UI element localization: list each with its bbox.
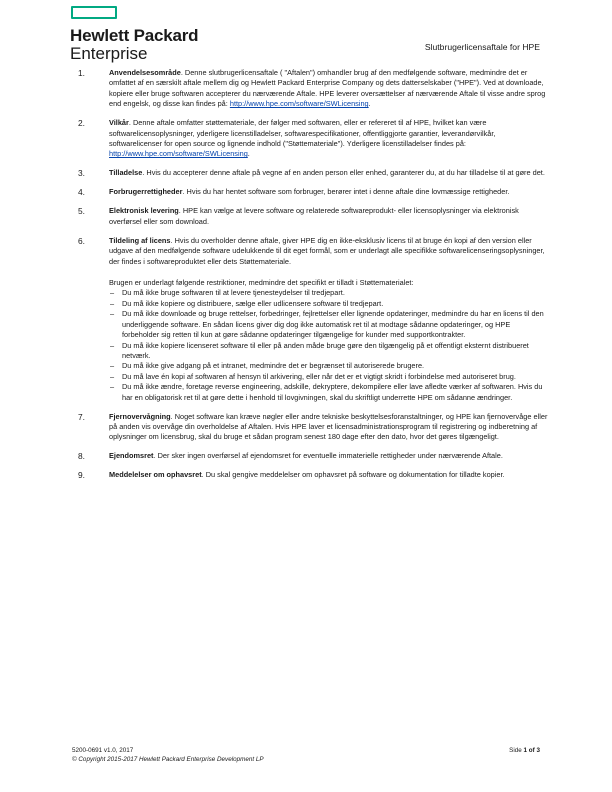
page-current: 1 [523,747,528,754]
clause-text-end: . [247,149,250,159]
clause-text: . Noget software kan kræve nøgler eller andre tekniske beskyttelsesforanstaltninger, og HPE kan fjernovervåge eller på anden vis overvåge din overholdelse af Aftalen. Hvis HPE laver et licensadministrationsprogram til registrering og indberetning af oplysninger om licensbrug, skal du bruge et sådan program senest 180 dage efter den dato, hvor det gøres tilgængeligt. [109,411,548,442]
clause-title: Meddelelser om ophavsret [109,470,202,480]
clause-title: Fjernovervågning [109,411,171,421]
clause-4 [78,187,548,197]
page-of: of [528,747,535,754]
clause-number: 5. [78,206,85,217]
page-label: Side [509,747,522,754]
swlicensing-link[interactable]: http://www.hpe.com/software/SWLicensing [109,149,248,159]
clause-3 [78,168,548,178]
clause-8 [78,451,548,461]
clause-text: . Hvis du overholder denne aftale, giver HPE dig en ikke-eksklusiv licens til at bruge én kopi af den version eller udgave af den medfølgende software udelukkende til dit eget formål, som er underlagt alle specifikke softwarelicenseringsoplysninger, der findes i softwareproduktet eller dets Støttemateriale. [109,235,545,266]
footer-left [72,747,264,764]
copyright-notice: © Copyright 2015-2017 Hewlett Packard Enterprise Development LP [72,755,264,763]
document-id: 5200-0691 v1.0, 2017 [72,747,134,754]
document-title: Slutbrugerlicensaftale for HPE [424,42,540,52]
brand-name-line2: Enterprise [70,44,148,63]
restriction-item: – Du må ikke bruge softwaren til at levere tjenesteydelser til tredjepart. [110,288,345,298]
clause-1 [78,68,548,110]
clause-text: . Denne aftale omfatter støttemateriale, der følger med softwaren, eller er refereret til af HPE, hvilket kan være softwarelicensoplysninger, yderligere licenstilladelser, softwarespecifikationer, offentliggjorte garantier, leverandørvilkår, softwarelicenser for open source og lignende indhold ("Støttemateriale"). Yderligere licenstilladelser findes på: [109,118,496,149]
restriction-item: – Du må lave én kopi af softwaren af hensyn til arkivering, eller når det er et vigtigt skridt i forbindelse med autoriseret brug. [110,371,516,381]
restriction-item: – Du må ikke kopiere licenseret software til eller på anden måde bruge gøre den tilgængelig på et offentligt eksternt distribueret netværk. [110,340,529,360]
clause-title: Forbrugerrettigheder [109,187,183,197]
clause-title: Anvendelsesområde [109,68,181,77]
clause-text: . Du skal gengive meddelelser om ophavsret på software og dokumentation for tilladte kopier. [201,470,505,480]
clause-text: . Denne slutbrugerlicensaftale ( "Aftalen") omhandler brug af den medfølgende software, medmindre det er omfattet af en særskilt aftale mellem dig og Hewlett Packard Enterprise Company og dets datterselskaber ("HPE"). Ved at downloade, kopiere eller bruge softwaren accepterer du nærværende Aftale. HPE leverer oversættelser af nærværende Aftale til visse andre sprog end engelsk, og disse kan findes på: [109,68,546,109]
hpe-logo-mark [71,6,117,19]
page-indicator [509,747,540,756]
swlicensing-link[interactable]: http://www.hpe.com/software/SWLicensing [229,99,369,109]
clause-number: 6. [78,235,85,246]
restriction-item: – Du må ikke kopiere og distribuere, sælge eller udlicensere software til tredjepart. [110,298,384,308]
clause-number: 3. [78,168,85,179]
restriction-item: – Du må ikke downloade og bruge rettelser, forbedringer, fejlrettelser eller lignende opdateringer, medmindre du har en licens til den underliggende software. En sådan licens giver dig dog ikke automatisk ret til at modtage sådanne opdateringer, og HPE forbeholder sig retten til kun at gøre sådanne opdateringer tilgængelige for kunder med supportkontrakter. [110,309,544,340]
clause-7 [78,412,548,443]
clause-title: Elektronisk levering [109,206,179,216]
clause-title: Ejendomsret [109,451,154,461]
license-clauses [78,68,548,489]
page-total: 3 [536,747,540,754]
clause-text: . Hvis du har hentet software som forbruger, berører intet i denne aftale dine lovmæssige rettigheder. [182,187,510,197]
clause-title: Tildeling af licens [109,235,171,245]
clause-number: 4. [78,187,85,198]
clause-6 [78,236,548,403]
clause-title: Vilkår [109,118,129,128]
clause-number: 9. [78,470,85,481]
clause-number: 1. [78,68,85,78]
clause-9 [78,470,548,480]
clause-number: 2. [78,118,85,129]
clause-text: . Der sker ingen overførsel af ejendomsret for eventuelle immaterielle rettigheder under nærværende Aftale. [153,451,503,461]
clause-5 [78,206,548,227]
restrictions-list [109,288,548,402]
clause-2 [78,118,548,160]
restrictions-intro: Brugen er underlagt følgende restriktioner, medmindre det specifikt er tilladt i Støttematerialet: [109,278,414,288]
clause-text: . HPE kan vælge at levere software og relaterede softwareprodukt- eller licensoplysninger via elektronisk overførsel eller som download. [109,206,519,226]
clause-number: 7. [78,411,85,422]
clause-text-end: . [368,99,371,109]
brand-name-line1: Hewlett Packard [70,26,199,45]
clause-number: 8. [78,451,85,462]
restriction-item: – Du må ikke give adgang på et intranet, medmindre det er begrænset til autoriserede brugere. [110,361,425,371]
restriction-item: – Du må ikke ændre, foretage reverse engineering, adskille, dekryptere, dekompilere eller lave afledte værker af softwaren. Hvis du har en obligatorisk ret til at gøre dette i henhold til lovgivningen, skal du skriftligt underrette HPE om sådanne ændringer. [110,382,543,402]
clause-text: . Hvis du accepterer denne aftale på vegne af en anden person eller enhed, garanterer du, at du har tilladelse til at gøre det. [142,168,545,178]
clause-title: Tilladelse [109,168,143,178]
